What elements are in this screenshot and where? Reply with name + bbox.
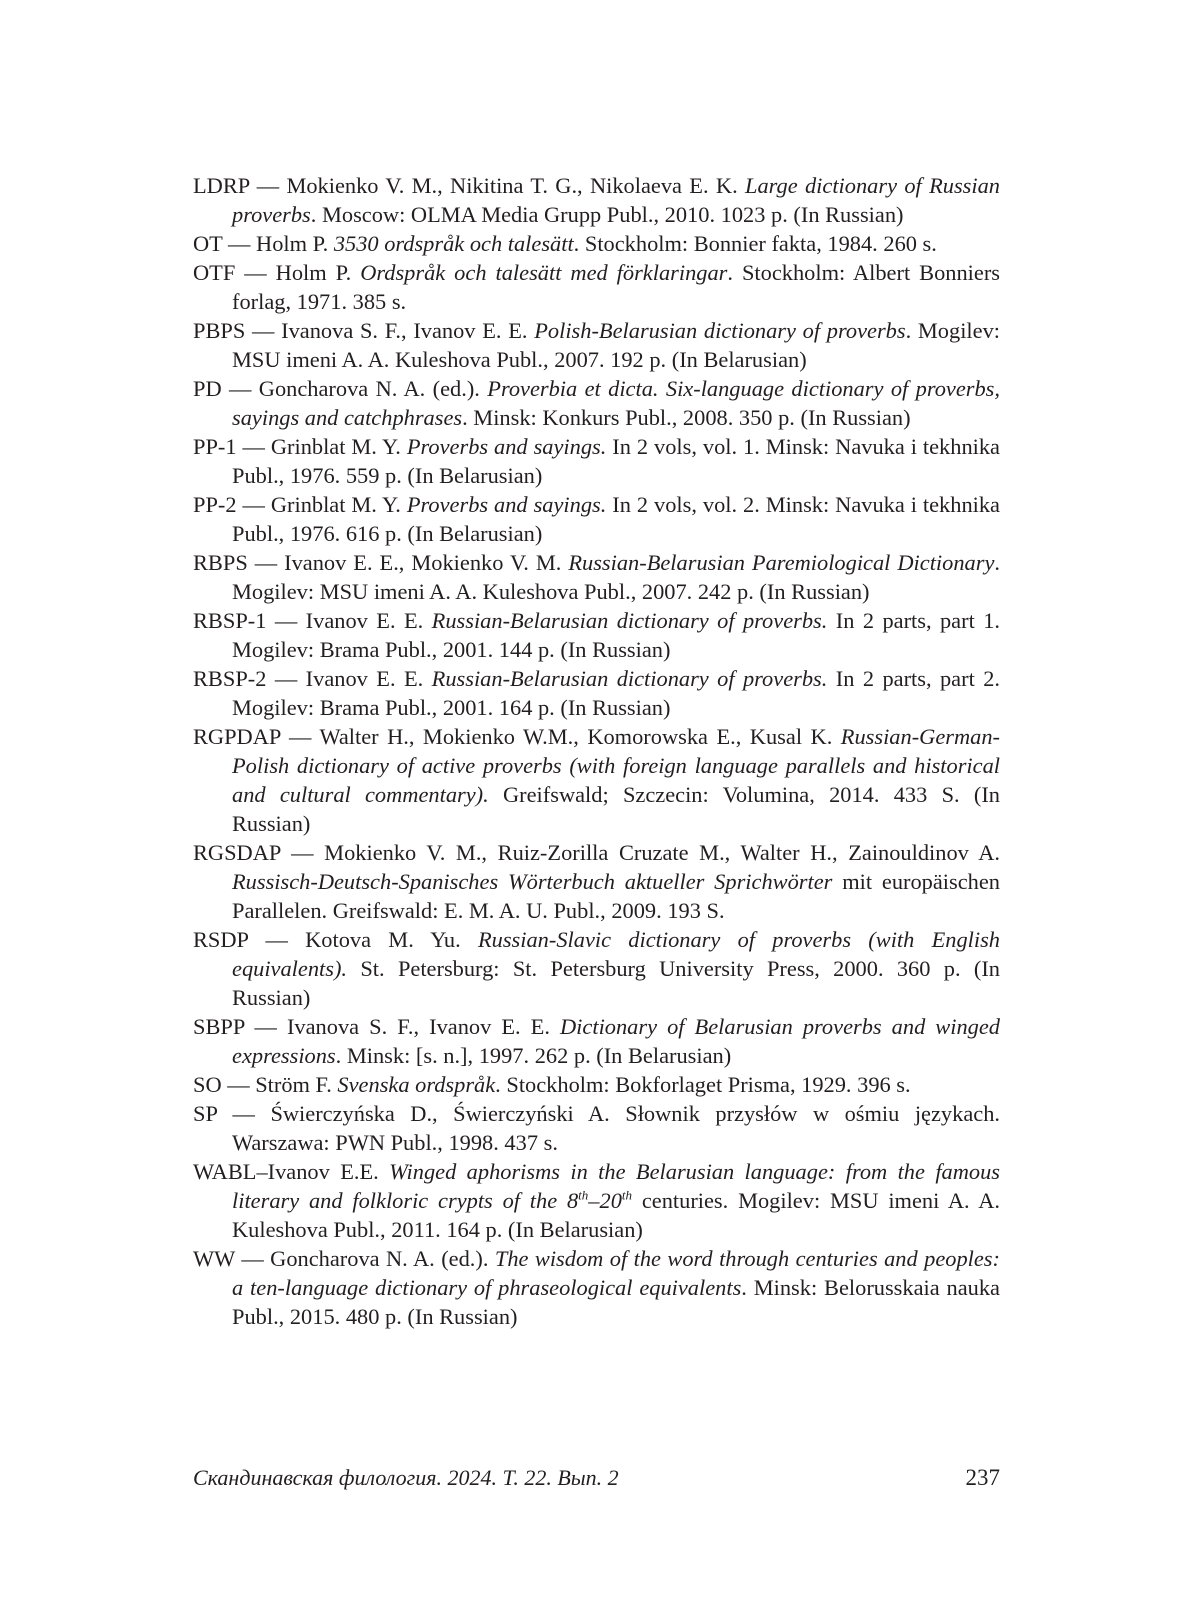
ref-publication: Greifswald; Szczecin: Volumina, 2014. 433 S. (In Russian) (232, 782, 1000, 836)
ref-publication: . Mogilev: MSU imeni A. A. Kuleshova Publ., 2007. 242 p. (In Russian) (232, 550, 1000, 604)
ref-authors: Holm P. (275, 260, 361, 285)
ref-title: Russian-Belarusian dictionary of proverbs. (431, 666, 828, 691)
reference-sbpp: SBPP — Ivanova S. F., Ivanov E. E. Dictionary of Belarusian proverbs and winged expressions. Minsk: [s. n.], 1997. 262 p. (In Belarusian) (193, 1014, 1000, 1068)
ref-title: Large dictionary of Russian proverbs (232, 173, 1000, 227)
ref-authors: Ivanova S. F., Ivanov E. E. (281, 318, 535, 343)
ref-abbr: RGSDAP (193, 840, 281, 865)
ref-abbr: RBSP-2 (193, 666, 267, 691)
reference-rbsp-1: RBSP-1 — Ivanov E. E. Russian-Belarusian dictionary of proverbs. In 2 parts, part 1. Mogilev: Brama Publ., 2001. 144 p. (In Russian) (193, 608, 1001, 662)
ref-abbr: LDRP (193, 173, 250, 198)
ref-publication: In 2 parts, part 2. Mogilev: Brama Publ., 2001. 164 p. (In Russian) (232, 666, 1001, 720)
ref-authors: Walter H., Mokienko W.M., Komorowska E., Kusal K. (319, 724, 841, 749)
ref-abbr: WW (193, 1246, 235, 1271)
ref-authors: Goncharova N. A. (ed.). (270, 1246, 495, 1271)
ref-abbr: WABL (193, 1159, 257, 1184)
page-number: 237 (965, 1465, 1000, 1490)
journal-running-title: Скандинавская филология. 2024. Т. 22. Вып. 2 (193, 1465, 619, 1490)
ref-publication: mit europäischen Parallelen. Greifswald: E. M. A. U. Publ., 2009. 193 S. (232, 869, 1000, 923)
reference-wabl: WABL–Ivanov E.E. Winged aphorisms in the Belarusian language: from the famous literary and folkloric crypts of the 8th–20th centuries. Mogilev: MSU imeni A. A. Kuleshova Publ., 2011. 164 p. (In Belarusian) (193, 1159, 1001, 1242)
ref-abbr: PP-1 (193, 434, 237, 459)
ref-publication: . Moscow: OLMA Media Grupp Publ., 2010. 1023 p. (In Russian) (310, 202, 904, 227)
reference-ww: WW — Goncharova N. A. (ed.). The wisdom of the word through centuries and peoples: a ten-language dictionary of phraseological equivalents. Minsk: Belorusskaia nauka Publ., 2015. 480 p. (In Russian) (193, 1246, 1000, 1329)
ref-abbr: PP-2 (193, 492, 237, 517)
ref-authors: Ivanov E. E., Mokienko V. M. (284, 550, 569, 575)
ref-title: Proverbs and sayings. (406, 434, 607, 459)
ref-authors: Goncharova N. A. (ed.). (258, 376, 488, 401)
ref-title: Dictionary of Belarusian proverbs and winged expressions (232, 1014, 1000, 1068)
ref-abbr: PD (193, 376, 222, 401)
ref-authors: Grinblat M. Y. (270, 492, 407, 517)
ref-title: Ordspråk och talesätt med förklaringar (360, 260, 728, 285)
ref-title: Russian-Belarusian Paremiological Dictionary (568, 550, 995, 575)
ref-abbr: SP (193, 1101, 218, 1126)
ref-authors: Świerczyńska D., Świerczyński A. Słownik przysłów w ośmiu językach. Warszawa: PWN Publ., 1998. 437 s. (232, 1101, 1000, 1155)
reference-ldrp: LDRP — Mokienko V. M., Nikitina T. G., Nikolaeva E. K. Large dictionary of Russian proverbs. Moscow: OLMA Media Grupp Publ., 2010. 1023 p. (In Russian) (193, 173, 1000, 227)
ref-publication: . Stockholm: Albert Bonniers forlag, 1971. 385 s. (232, 260, 1001, 314)
reference-rgpdap: RGPDAP — Walter H., Mokienko W.M., Komorowska E., Kusal K. Russian-German-Polish dictionary of active proverbs (with foreign language parallels and historical and cultural commentary). Greifswald; Szczecin: Volumina, 2014. 433 S. (In Russian) (193, 724, 1000, 836)
ref-publication: St. Petersburg: St. Petersburg University Press, 2000. 360 p. (In Russian) (232, 956, 1000, 1010)
ref-publication: . Stockholm: Bokforlaget Prisma, 1929. 396 s. (495, 1072, 911, 1097)
reference-rgsdap: RGSDAP — Mokienko V. M., Ruiz-Zorilla Cruzate M., Walter H., Zainouldinov A. Russisch-Deutsch-Spanisches Wörterbuch aktueller Sprichwörter mit europäischen Parallelen. Greifswald: E. M. A. U. Publ., 2009. 193 S. (193, 840, 1001, 923)
reference-pp-1: PP-1 — Grinblat M. Y. Proverbs and sayings. In 2 vols, vol. 1. Minsk: Navuka i tekhnika Publ., 1976. 559 p. (In Belarusian) (193, 434, 1000, 488)
ref-abbr: RGPDAP (193, 724, 281, 749)
ref-authors: Kotova M. Yu. (305, 927, 478, 952)
ref-title: Russian-Belarusian dictionary of proverbs. (431, 608, 828, 633)
ref-authors: Mokienko V. M., Ruiz-Zorilla Cruzate M., Walter H., Zainouldinov A. (324, 840, 1001, 865)
reference-ot: OT — Holm P. 3530 ordspråk och talesätt. Stockholm: Bonnier fakta, 1984. 260 s. (193, 231, 937, 256)
ref-title: Russisch-Deutsch-Spanisches Wörterbuch aktueller Sprichwörter (232, 869, 833, 894)
page-footer (193, 1463, 1000, 1493)
ref-abbr: SBPP (193, 1014, 245, 1039)
reference-sp: SP — Świerczyńska D., Świerczyński A. Słownik przysłów w ośmiu językach. Warszawa: PWN Publ., 1998. 437 s. (193, 1101, 1000, 1155)
ref-title: Russian-Slavic dictionary of proverbs (with English equivalents). (232, 927, 1001, 981)
ref-publication: . Mogilev: MSU imeni A. A. Kuleshova Publ., 2007. 192 p. (In Belarusian) (232, 318, 1000, 372)
ref-publication: . Minsk: Konkurs Publ., 2008. 350 p. (In Russian) (462, 405, 911, 430)
ref-abbr: SO (193, 1072, 222, 1097)
reference-otf: OTF — Holm P. Ordspråk och talesätt med förklaringar. Stockholm: Albert Bonniers forlag, 1971. 385 s. (193, 260, 1001, 314)
ref-authors: Mokienko V. M., Nikitina T. G., Nikolaeva E. K. (286, 173, 745, 198)
reference-so: SO — Ström F. Svenska ordspråk. Stockholm: Bokforlaget Prisma, 1929. 396 s. (193, 1072, 911, 1097)
reference-list (193, 171, 1000, 1331)
ref-authors: Ivanov E. E. (305, 666, 432, 691)
ref-abbr: RSDP (193, 927, 249, 952)
ref-publication: In 2 parts, part 1. Mogilev: Brama Publ., 2001. 144 p. (In Russian) (232, 608, 1001, 662)
ref-authors: Ström F. (255, 1072, 338, 1097)
ref-publication: . Mogilev: MSU imeni A. A. Kuleshova Publ., 2011. 164 p. (In Belarusian) (232, 1188, 1000, 1242)
reference-rsdp: RSDP — Kotova M. Yu. Russian-Slavic dictionary of proverbs (with English equivalents). St. Petersburg: St. Petersburg University Press, 2000. 360 p. (In Russian) (193, 927, 1001, 1010)
ref-abbr: OTF (193, 260, 236, 285)
ref-publication: . Stockholm: Bonnier fakta, 1984. 260 s. (573, 231, 937, 256)
ref-title: Russian-German-Polish dictionary of active proverbs (with foreign language parallels and historical and cultural commentary). (232, 724, 1000, 807)
ref-title: Proverbs and sayings. (406, 492, 607, 517)
reference-rbsp-2: RBSP-2 — Ivanov E. E. Russian-Belarusian dictionary of proverbs. In 2 parts, part 2. Mogilev: Brama Publ., 2001. 164 p. (In Russian) (193, 666, 1001, 720)
ref-authors: Holm P. (256, 231, 334, 256)
ref-authors: Ivanov E. E. (305, 608, 432, 633)
ref-title: 3530 ordspråk och talesätt (333, 231, 574, 256)
reference-pd: PD — Goncharova N. A. (ed.). Proverbia et dicta. Six-language dictionary of proverbs, sayings and catchphrases. Minsk: Konkurs Publ., 2008. 350 p. (In Russian) (193, 376, 1000, 430)
reference-pbps: PBPS — Ivanova S. F., Ivanov E. E. Polish-Belarusian dictionary of proverbs. Mogilev: MSU imeni A. A. Kuleshova Publ., 2007. 192 p. (In Belarusian) (193, 318, 1000, 372)
reference-pp-2: PP-2 — Grinblat M. Y. Proverbs and sayings. In 2 vols, vol. 2. Minsk: Navuka i tekhnika Publ., 1976. 616 p. (In Belarusian) (193, 492, 1000, 546)
ref-title: Proverbia et dicta. Six-language dictionary of proverbs, sayings and catchphrases (232, 376, 1000, 430)
ref-publication: In 2 vols, vol. 1. Minsk: Navuka i tekhnika Publ., 1976. 559 p. (In Belarusian) (232, 434, 1000, 488)
ref-abbr: OT (193, 231, 223, 256)
ref-authors: Ivanov E.E. (267, 1159, 390, 1184)
ref-abbr: RBPS (193, 550, 248, 575)
ref-publication: In 2 vols, vol. 2. Minsk: Navuka i tekhnika Publ., 1976. 616 p. (In Belarusian) (232, 492, 1000, 546)
ref-abbr: PBPS (193, 318, 246, 343)
ref-title: Polish-Belarusian dictionary of proverbs (534, 318, 906, 343)
ref-title: Svenska ordspråk (337, 1072, 496, 1097)
ref-title: Winged aphorisms in the Belarusian language: from the famous literary and folkloric crypts of the 8th–20th (232, 1159, 1001, 1213)
ref-authors: Grinblat M. Y. (270, 434, 407, 459)
ref-title: The wisdom of the word through centuries and peoples: a ten-language dictionary of phraseological equivalents (232, 1246, 1000, 1300)
ref-publication: . Minsk: [s. n.], 1997. 262 p. (In Belarusian) (335, 1043, 732, 1068)
ref-authors: Ivanova S. F., Ivanov E. E. (286, 1014, 561, 1039)
ref-abbr: RBSP-1 (193, 608, 267, 633)
ref-publication: . Minsk: Belorusskaia nauka Publ., 2015. 480 p. (In Russian) (232, 1275, 1000, 1329)
reference-rbps: RBPS — Ivanov E. E., Mokienko V. M. Russian-Belarusian Paremiological Dictionary. Mogilev: MSU imeni A. A. Kuleshova Publ., 2007. 242 p. (In Russian) (193, 550, 1000, 604)
